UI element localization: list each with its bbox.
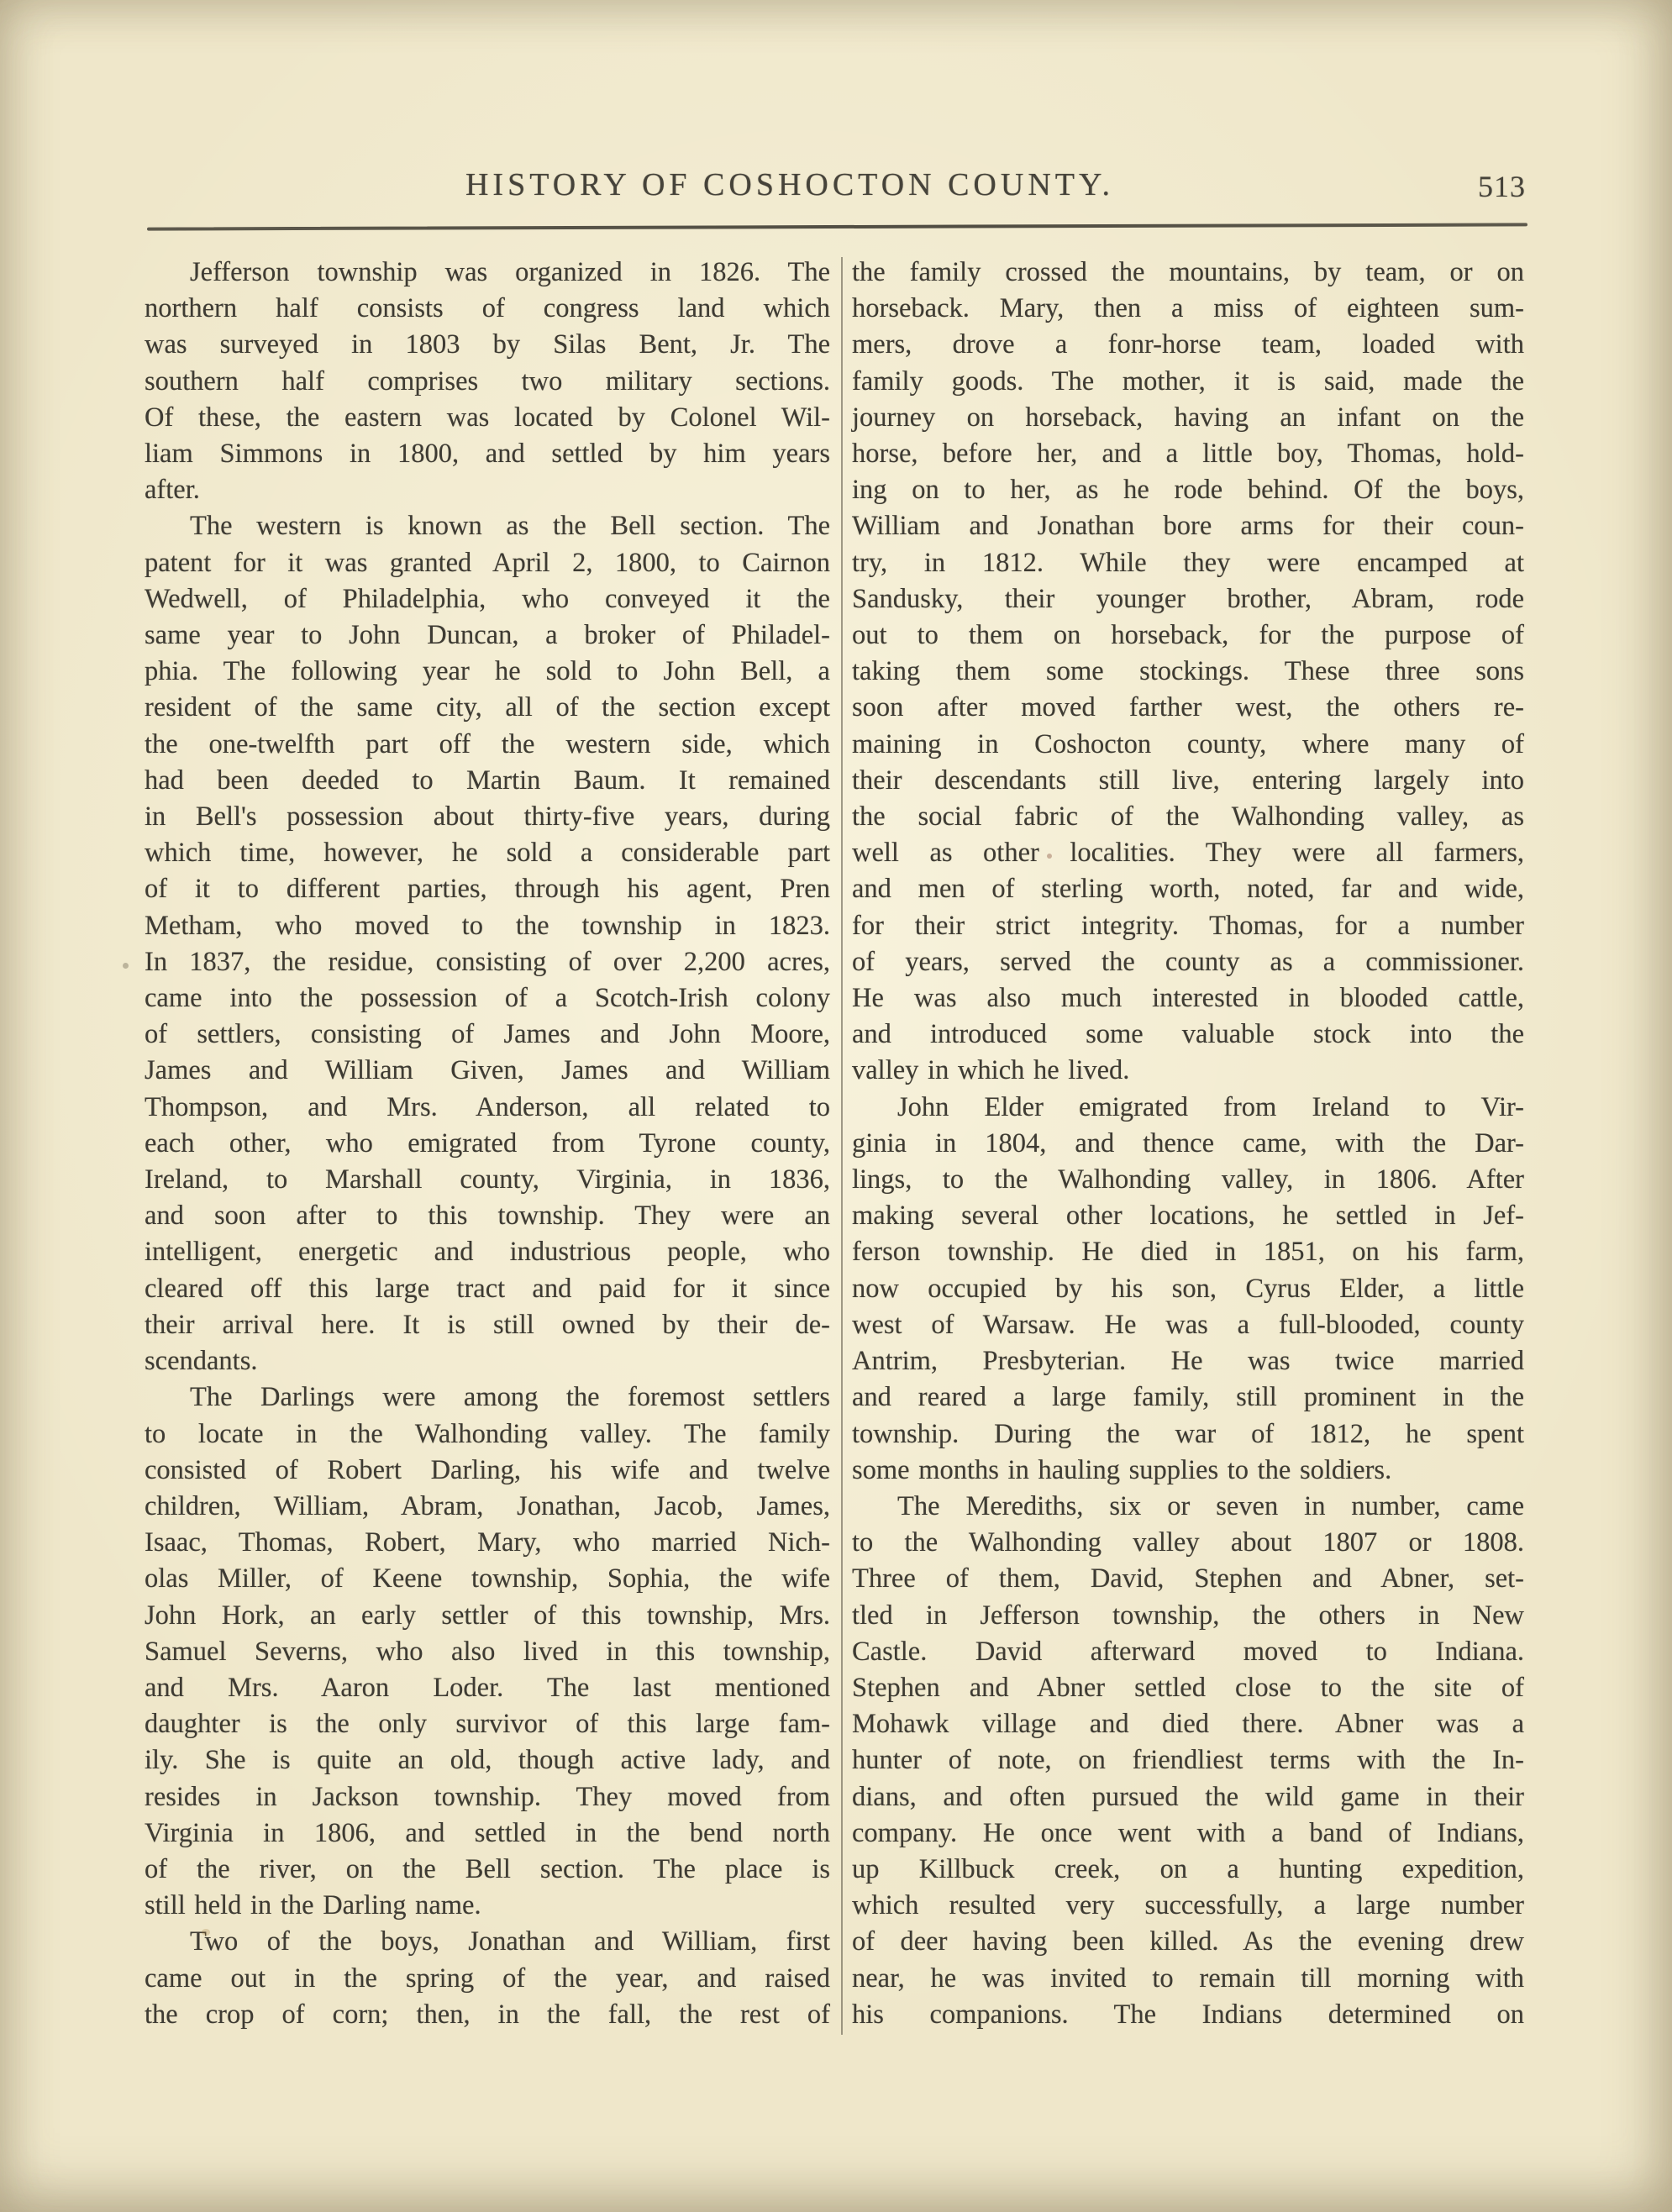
text-line: tled in Jefferson township, the others in New <box>852 1600 1524 1631</box>
text-line: and introduced some valuable stock into the <box>852 1019 1524 1050</box>
text-line: out to them on horseback, for the purpose of <box>852 620 1524 651</box>
text-line: journey on horseback, having an infant on the <box>852 402 1524 433</box>
text-line: the one-twelfth part off the western side, which <box>145 728 830 759</box>
text-line: Metham, who moved to the township in 1823. <box>145 910 830 941</box>
text-line: children, William, Abram, Jonathan, Jacob, James, <box>145 1490 830 1521</box>
text-line: Of these, the eastern was located by Colonel Wil- <box>145 402 830 433</box>
text-line: his companions. The Indians determined on <box>852 1999 1524 2030</box>
page-header <box>145 166 1527 217</box>
text-line: of the river, on the Bell section. The place is <box>145 1853 830 1884</box>
text-line: of deer having been killed. As the evening drew <box>852 1926 1524 1957</box>
text-line: try, in 1812. While they were encamped at <box>852 547 1524 578</box>
text-line: ing on to her, as he rode behind. Of the boys, <box>852 475 1524 506</box>
text-line: The Merediths, six or seven in number, came <box>897 1490 1524 1521</box>
text-line: Sandusky, their younger brother, Abram, rode <box>852 583 1524 614</box>
text-line: soon after moved farther west, the others re- <box>852 692 1524 723</box>
text-line: hunter of note, on friendliest terms with the In- <box>852 1745 1524 1776</box>
text-line: Wedwell, of Philadelphia, who conveyed it the <box>145 583 830 614</box>
text-line: Antrim, Presbyterian. He was twice married <box>852 1346 1524 1377</box>
text-line: ginia in 1804, and thence came, with the Dar- <box>852 1127 1524 1159</box>
text-line: cleared off this large tract and paid for it since <box>145 1273 830 1304</box>
text-line: west of Warsaw. He was a full-blooded, county <box>852 1309 1524 1340</box>
text-line: and soon after to this township. They were an <box>145 1201 830 1232</box>
text-line: ferson township. He died in 1851, on his farm, <box>852 1237 1524 1268</box>
text-line: northern half consists of congress land which <box>145 293 830 324</box>
text-line: in Bell's possession about thirty-five years, during <box>145 801 830 833</box>
paragraph <box>145 1924 830 2033</box>
text-line: to locate in the Walhonding valley. The family <box>145 1418 830 1449</box>
text-line: Two of the boys, Jonathan and William, first <box>190 1926 830 1957</box>
left-column <box>145 255 830 2033</box>
text-line: and reared a large family, still prominent in the <box>852 1382 1524 1413</box>
text-line: Castle. David afterward moved to Indiana. <box>852 1636 1524 1667</box>
text-line: lings, to the Walhonding valley, in 1806. After <box>852 1164 1524 1195</box>
text-line: Samuel Severns, who also lived in this township, <box>145 1636 830 1667</box>
text-line: dians, and often pursued the wild game in their <box>852 1781 1524 1812</box>
text-line: consisted of Robert Darling, his wife and twelve <box>145 1454 830 1485</box>
text-line: came out in the spring of the year, and raised <box>145 1962 830 1994</box>
text-line: township. During the war of 1812, he spent <box>852 1418 1524 1449</box>
text-line: Mohawk village and died there. Abner was a <box>852 1709 1524 1740</box>
text-line: horse, before her, and a little boy, Thomas, hold- <box>852 439 1524 470</box>
text-line: came into the possession of a Scotch-Irish colony <box>145 983 830 1014</box>
text-line: making several other locations, he settled in Jef- <box>852 1201 1524 1232</box>
header-rule <box>147 223 1527 230</box>
text-line: for their strict integrity. Thomas, for a number <box>852 910 1524 941</box>
text-line: In 1837, the residue, consisting of over 2,200 acres, <box>145 946 830 977</box>
paragraph <box>145 255 830 508</box>
text-line: He was also much interested in blooded cattle, <box>852 983 1524 1014</box>
paragraph <box>852 1090 1524 1489</box>
text-line: Stephen and Abner settled close to the site of <box>852 1672 1524 1703</box>
text-line: to the Walhonding valley about 1807 or 1808. <box>852 1527 1524 1558</box>
right-column <box>852 255 1524 2033</box>
text-line: their descendants still live, entering largely into <box>852 764 1524 796</box>
text-line: still held in the Darling name. <box>145 1890 481 1921</box>
text-line: intelligent, energetic and industrious people, who <box>145 1237 830 1268</box>
text-line: mers, drove a fonr-horse team, loaded with <box>852 329 1524 360</box>
text-line: John Elder emigrated from Ireland to Vir- <box>897 1091 1524 1122</box>
text-line: some months in hauling supplies to the soldiers. <box>852 1454 1392 1485</box>
paragraph <box>145 1379 830 1924</box>
text-line: of settlers, consisting of James and John Moore, <box>145 1019 830 1050</box>
text-line: resident of the same city, all of the section except <box>145 692 830 723</box>
text-line: Thompson, and Mrs. Anderson, all related to <box>145 1091 830 1122</box>
text-line: after. <box>145 475 200 506</box>
text-line: Jefferson township was organized in 1826. The <box>190 257 830 287</box>
text-line: of years, served the county as a commissioner. <box>852 946 1524 977</box>
text-line: company. He once went with a band of Indians, <box>852 1817 1524 1848</box>
text-line: of it to different parties, through his agent, Pren <box>145 874 830 905</box>
text-line: maining in Coshocton county, where many of <box>852 728 1524 759</box>
text-line: up Killbuck creek, on a hunting expedition, <box>852 1853 1524 1884</box>
text-line: John Hork, an early settler of this township, Mrs. <box>145 1600 830 1631</box>
text-line: Three of them, David, Stephen and Abner, set- <box>852 1563 1524 1595</box>
text-line: and Mrs. Aaron Loder. The last mentioned <box>145 1672 830 1703</box>
text-line: their arrival here. It is still owned by their de- <box>145 1309 830 1340</box>
paragraph <box>852 1489 1524 2033</box>
text-line: olas Miller, of Keene township, Sophia, the wife <box>145 1563 830 1595</box>
paragraph <box>852 255 1524 1090</box>
text-line: scendants. <box>145 1346 258 1377</box>
text-line: valley in which he lived. <box>852 1055 1130 1086</box>
text-line: Virginia in 1806, and settled in the bend north <box>145 1817 830 1848</box>
text-line: taking them some stockings. These three sons <box>852 656 1524 687</box>
text-line: The Darlings were among the foremost settlers <box>190 1382 830 1413</box>
text-line: had been deeded to Martin Baum. It remained <box>145 764 830 796</box>
text-line: each other, who emigrated from Tyrone county, <box>145 1127 830 1159</box>
text-line: family goods. The mother, it is said, made the <box>852 365 1524 397</box>
paragraph <box>145 508 830 1379</box>
text-line: well as other localities. They were all farmers, <box>852 838 1524 869</box>
text-line: liam Simmons in 1800, and settled by him years <box>145 439 830 470</box>
paper-speck <box>123 963 129 969</box>
text-line: Isaac, Thomas, Robert, Mary, who married Nich- <box>145 1527 830 1558</box>
text-line: phia. The following year he sold to John Bell, a <box>145 656 830 687</box>
text-line: near, he was invited to remain till morning with <box>852 1962 1524 1994</box>
page-title: HISTORY OF COSHOCTON COUNTY. <box>465 167 1115 202</box>
text-line: The western is known as the Bell section. The <box>190 511 830 542</box>
text-line: patent for it was granted April 2, 1800, to Cairnon <box>145 547 830 578</box>
text-line: James and William Given, James and William <box>145 1055 830 1086</box>
text-line: same year to John Duncan, a broker of Philadel- <box>145 620 830 651</box>
text-line: and men of sterling worth, noted, far and wide, <box>852 874 1524 905</box>
text-line: horseback. Mary, then a miss of eighteen sum- <box>852 293 1524 324</box>
text-line: daughter is the only survivor of this large fam- <box>145 1709 830 1740</box>
text-line: resides in Jackson township. They moved from <box>145 1781 830 1812</box>
text-line: which time, however, he sold a considerable part <box>145 838 830 869</box>
text-line: the crop of corn; then, in the fall, the rest of <box>145 1999 830 2030</box>
text-line: southern half comprises two military sections. <box>145 365 830 397</box>
text-line: the social fabric of the Walhonding valley, as <box>852 801 1524 833</box>
text-line: now occupied by his son, Cyrus Elder, a little <box>852 1273 1524 1304</box>
text-line: which resulted very successfully, a large number <box>852 1890 1524 1921</box>
column-divider-rule <box>841 257 843 2035</box>
text-line: Ireland, to Marshall county, Virginia, in 1836, <box>145 1164 830 1195</box>
text-line: ily. She is quite an old, though active lady, and <box>145 1745 830 1776</box>
text-line: was surveyed in 1803 by Silas Bent, Jr. The <box>145 329 830 360</box>
page-number: 513 <box>1478 170 1526 203</box>
text-line: William and Jonathan bore arms for their coun- <box>852 511 1524 542</box>
text-line: the family crossed the mountains, by team, or on <box>852 257 1524 287</box>
